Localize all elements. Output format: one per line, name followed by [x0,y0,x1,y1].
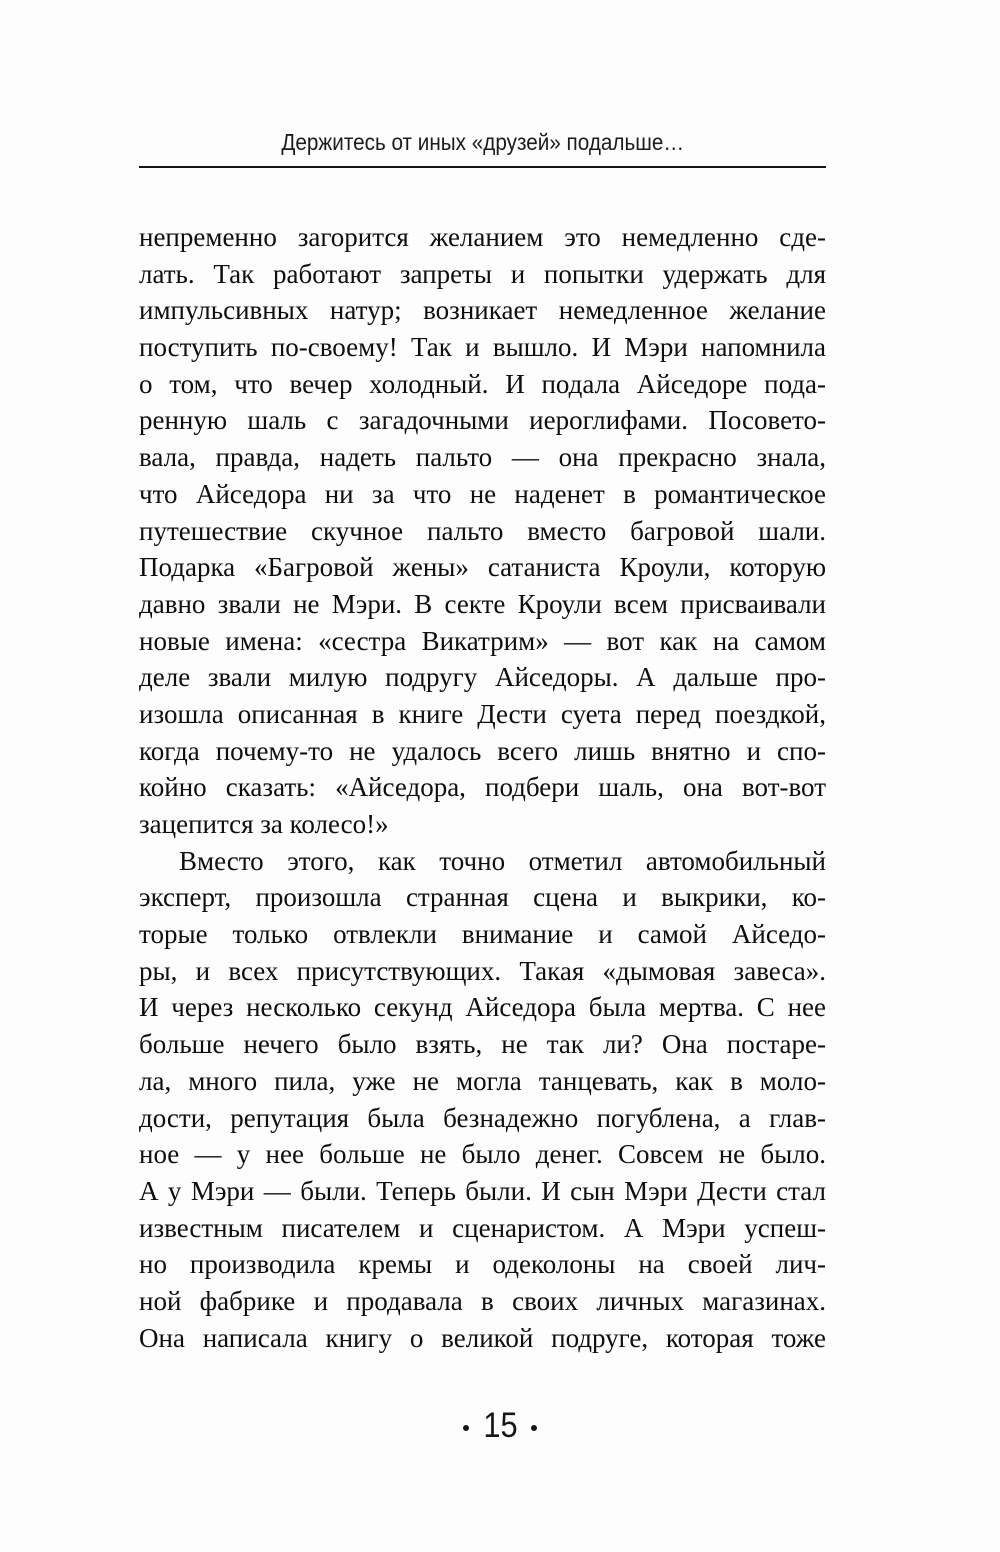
text-line: о том, что вечер холодный. И подала Айседоре пода- [139,368,826,399]
running-header [139,128,826,156]
text-line: путешествие скучное пальто вместо багровой шали. [139,515,826,546]
page-footer [0,1408,1000,1443]
text-line: И через несколько секунд Айседора была мертва. С нее [139,992,826,1023]
text-line: лать. Так работают запреты и попытки удержать для [139,258,826,289]
text-line: Подарка «Багровой жены» сатаниста Кроули, которую [139,552,826,583]
text-line: дости, репутация была безнадежно погублена, а глав- [139,1102,826,1133]
text-line: новые имена: «сестра Викатрим» — вот как на самом [139,625,826,656]
text-line: но производила кремы и одеколоны на своей лич- [139,1249,826,1280]
text-line: торые только отвлекли внимание и самой Айседо- [139,919,826,950]
text-line: больше нечего было взять, не так ли? Она постаре- [139,1029,826,1060]
text-line: А у Мэри — были. Теперь были. И сын Мэри Дести стал [139,1175,826,1206]
running-header-title: Держитесь от иных «друзей» подальше… [281,129,684,155]
text-line: деле звали милую подругу Айседоры. А дальше про- [139,662,826,693]
text-line: непременно загорится желанием это немедленно сде- [139,222,826,252]
text-line: ное — у нее больше не было денег. Совсем не было. [139,1139,826,1170]
page-number-dot-left [463,1425,469,1431]
text-line: вала, правда, надеть пальто — она прекрасно знала, [139,442,826,473]
text-line: Вместо этого, как точно отметил автомобильный [179,845,826,876]
text-line: койно сказать: «Айседора, подбери шаль, она вот-вот [139,772,826,803]
text-line: импульсивных натур; возникает немедленное желание [139,295,826,326]
text-line: зацепится за колесо!» [139,809,389,839]
text-line: ла, много пила, уже не могла танцевать, как в моло- [139,1065,826,1096]
body-text [139,219,826,1356]
text-line: изошла описанная в книге Дести суета перед поездкой, [139,698,826,729]
text-line: ренную шаль с загадочными иероглифами. Посовето- [139,405,826,436]
page-number: 15 [482,1406,518,1445]
text-line: когда почему-то не удалось всего лишь внятно и спо- [139,735,826,766]
text-line: ной фабрике и продавала в своих личных магазинах. [139,1285,826,1316]
text-line: известным писателем и сценаристом. А Мэри успеш- [139,1212,826,1243]
text-line: поступить по-своему! Так и вышло. И Мэри напомнила [139,332,826,363]
text-line: ры, и всех присутствующих. Такая «дымовая завеса». [139,955,826,986]
header-rule [139,166,826,168]
page-number-dot-right [531,1425,537,1431]
text-line: что Айседора ни за что не наденет в романтическое [139,478,826,509]
text-line: эксперт, произошла странная сцена и выкрики, ко- [139,882,826,913]
text-line: давно звали не Мэри. В секте Кроули всем присваивали [139,588,826,619]
text-line: Она написала книгу о великой подруге, которая тоже [139,1322,826,1353]
